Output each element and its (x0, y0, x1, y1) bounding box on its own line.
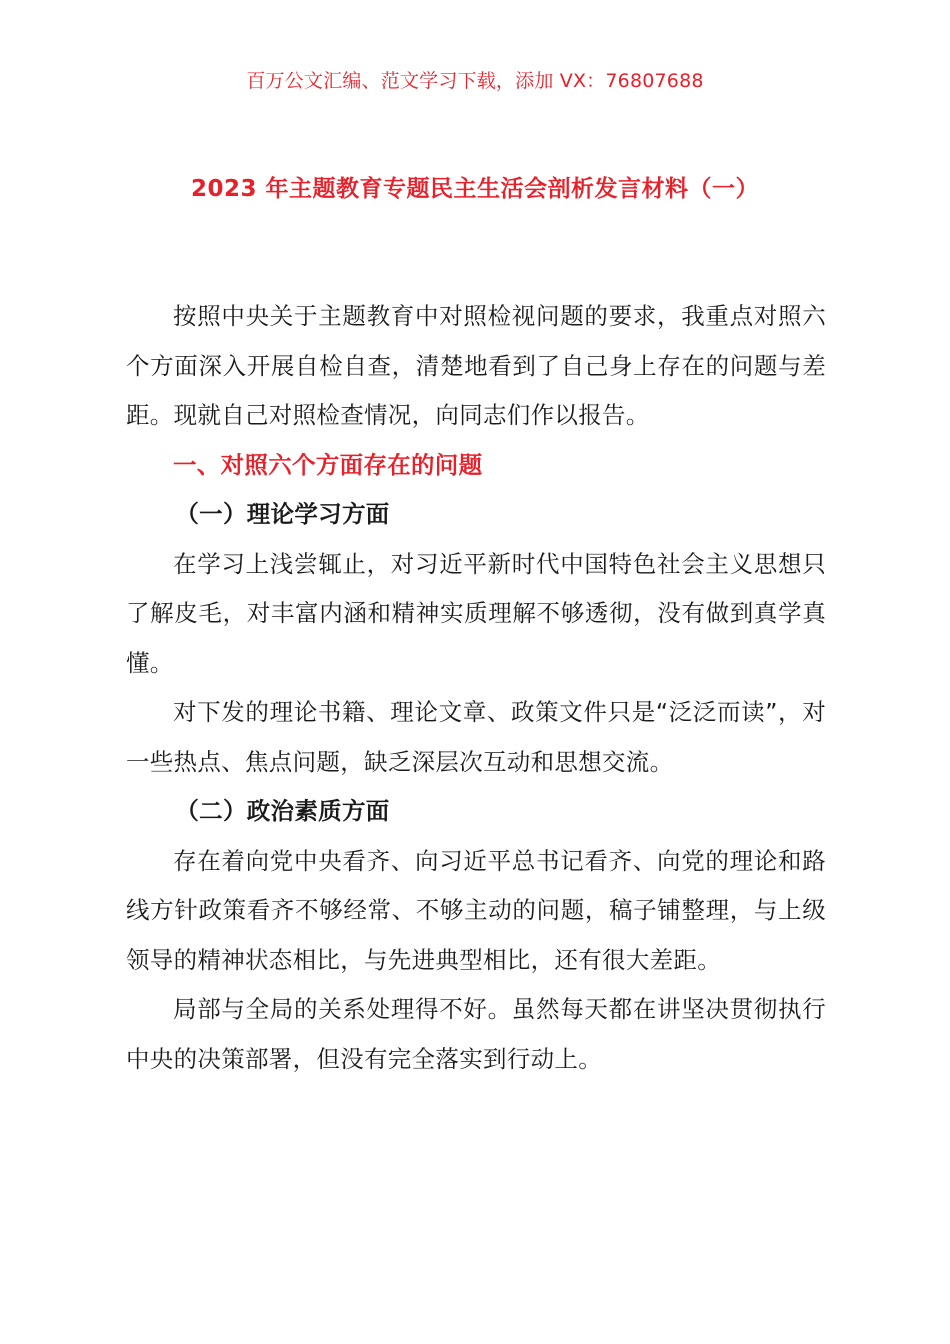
subsection-heading-1: （一）理论学习方面 (175, 500, 390, 528)
subsection-heading-2: （二）政治素质方面 (175, 797, 390, 825)
paragraph-politics-2: 局部与全局的关系处理得不好。虽然每天都在讲坚决贯彻执行中央的决策部署，但没有完全落实到行动上。 (126, 995, 826, 1073)
paragraph-politics-1: 存在着向党中央看齐、向习近平总书记看齐、向党的理论和路线方针政策看齐不够经常、不够主动的问题，稿子铺整理，与上级领导的精神状态相比，与先进典型相比，还有很大差距。 (126, 846, 826, 974)
intro-paragraph: 按照中央关于主题教育中对照检视问题的要求，我重点对照六个方面深入开展自检自查，清楚地看到了自己身上存在的问题与差距。现就自己对照检查情况，向同志们作以报告。 (126, 302, 826, 429)
section-heading-1: 一、对照六个方面存在的问题 (173, 450, 483, 479)
document-body (126, 292, 826, 1084)
paragraph-theory-2: 对下发的理论书籍、理论文章、政策文件只是“泛泛而读”，对一些热点、焦点问题，缺乏深层次互动和思想交流。 (126, 698, 826, 776)
paragraph-theory-1: 在学习上浅尝辄止，对习近平新时代中国特色社会主义思想只了解皮毛，对丰富内涵和精神实质理解不够透彻，没有做到真学真懂。 (126, 549, 826, 677)
header-note: 百万公文汇编、范文学习下载，添加 VX：76807688 (246, 70, 704, 92)
document-title: 2023 年主题教育专题民主生活会剖析发言材料（一） (190, 176, 760, 202)
